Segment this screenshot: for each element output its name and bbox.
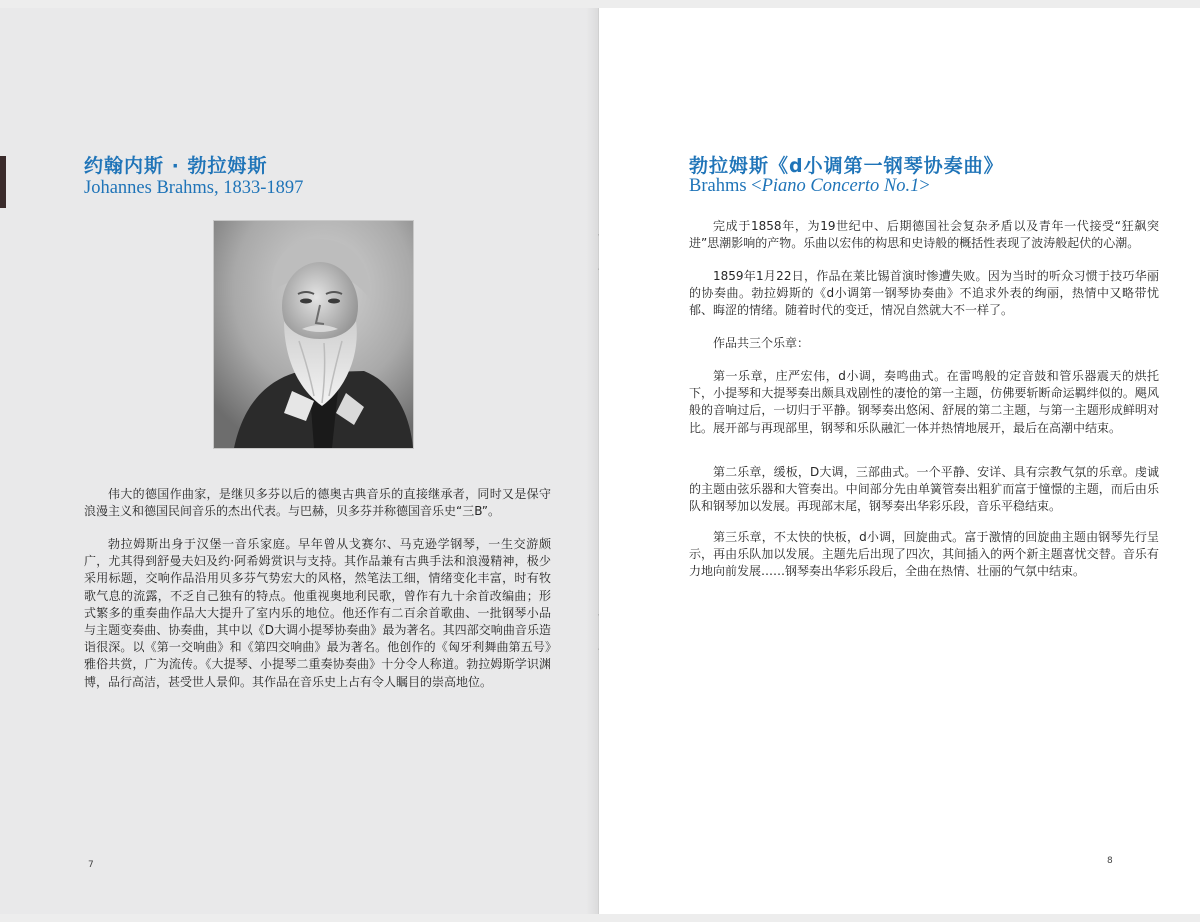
page-number-right: 8 <box>1107 856 1113 866</box>
work-title-cn: 勃拉姆斯《d小调第一钢琴协奏曲》 <box>689 155 1004 177</box>
premiere-paragraph: 1859年1月22日，作品在莱比锡首演时惨遭失败。因为当时的听众习惯于技巧华丽的协奏曲。勃拉姆斯的《d小调第一钢琴协奏曲》不追求外表的绚丽，热情中又略带忧郁、晦涩的情绪。随着时代的变迁，情况自然就大不一样了。 <box>689 269 1159 318</box>
left-page <box>0 8 599 914</box>
composer-title-en: Johannes Brahms, 1833-1897 <box>84 178 304 198</box>
intro-paragraph: 伟大的德国作曲家，是继贝多芬以后的德奥古典音乐的直接继承者，同时又是保守浪漫主义和德国民间音乐的杰出代表。与巴赫，贝多芬并称德国音乐史“三B”。 <box>84 487 551 519</box>
spine-shadow <box>586 8 598 914</box>
work-title-en-suffix: > <box>919 176 930 196</box>
right-page <box>599 8 1200 914</box>
composer-title-cn: 约翰内斯 · 勃拉姆斯 <box>84 155 268 177</box>
page-number-left: 7 <box>88 860 94 870</box>
work-title-en-prefix: Brahms < <box>689 176 762 196</box>
page-edge-tab <box>0 156 6 208</box>
work-title-en-italic: Piano Concerto No.1 <box>761 176 920 196</box>
movement-1-paragraph: 第一乐章，庄严宏伟，d小调，奏鸣曲式。在雷鸣般的定音鼓和管乐器震天的烘托下，小提琴和大提琴奏出颇具戏剧性的凄怆的第一主题，仿佛要斩断命运羁绊似的。飓风般的音响过后，一切归于平静。钢琴奏出悠闲、舒展的第二主题，与第一主题形成鲜明对比。展开部与再现部里，钢琴和乐队融汇一体并热情地展开，最后在高潮中结束。 <box>689 369 1159 435</box>
biography-paragraph: 勃拉姆斯出身于汉堡一音乐家庭。早年曾从戈赛尔、马克逊学钢琴，一生交游颇广，尤其得到舒曼夫妇及约·阿希姆赏识与支持。其作品兼有古典手法和浪漫精神，极少采用标题，交响作品沿用贝多芬气势宏大的风格，然笔法工细，情绪变化丰富，时有牧歌气息的流露，不乏自己独有的特点。他重视奥地利民歌，曾作有九十余首改编曲；形式繁多的重奏曲作品大大提升了室内乐的地位。他还作有二百余首歌曲、一批钢琴小品与主题变奏曲、协奏曲，其中以《D大调小提琴协奏曲》最为著名。其四部交响曲音乐造诣很深。以《第一交响曲》和《第四交响曲》最为著名。他创作的《匈牙利舞曲第五号》雅俗共赏，广为流传。《大提琴、小提琴二重奏协奏曲》十分令人称道。勃拉姆斯学识渊博，品行高洁，甚受世人景仰。其作品在音乐史上占有令人瞩目的崇高地位。 <box>84 537 551 689</box>
movement-3-paragraph: 第三乐章，不太快的快板，d小调，回旋曲式。富于激情的回旋曲主题由钢琴先行呈示，再由乐队加以发展。主题先后出现了四次，其间插入的两个新主题喜忧交替。音乐有力地向前发展……钢琴奏出华彩乐段后，全曲在热情、壮丽的气氛中结束。 <box>689 530 1159 579</box>
movements-intro: 作品共三个乐章： <box>713 336 810 350</box>
brahms-portrait <box>213 220 414 449</box>
composition-paragraph: 完成于1858年，为19世纪中、后期德国社会复杂矛盾以及青年一代接受“狂飙突进”思潮影响的产物。乐曲以宏伟的构思和史诗般的概括性表现了波涛般起伏的心潮。 <box>689 219 1159 251</box>
movement-2-paragraph: 第二乐章，缓板，D大调，三部曲式。一个平静、安详、具有宗教气氛的乐章。虔诚的主题由弦乐器和大管奏出。中间部分先由单簧管奏出粗犷而富于憧憬的主题，而后由乐队和钢琴加以发展。再现部末尾，钢琴奏出华彩乐段，音乐平稳结束。 <box>689 465 1159 514</box>
work-title-en <box>689 176 930 197</box>
